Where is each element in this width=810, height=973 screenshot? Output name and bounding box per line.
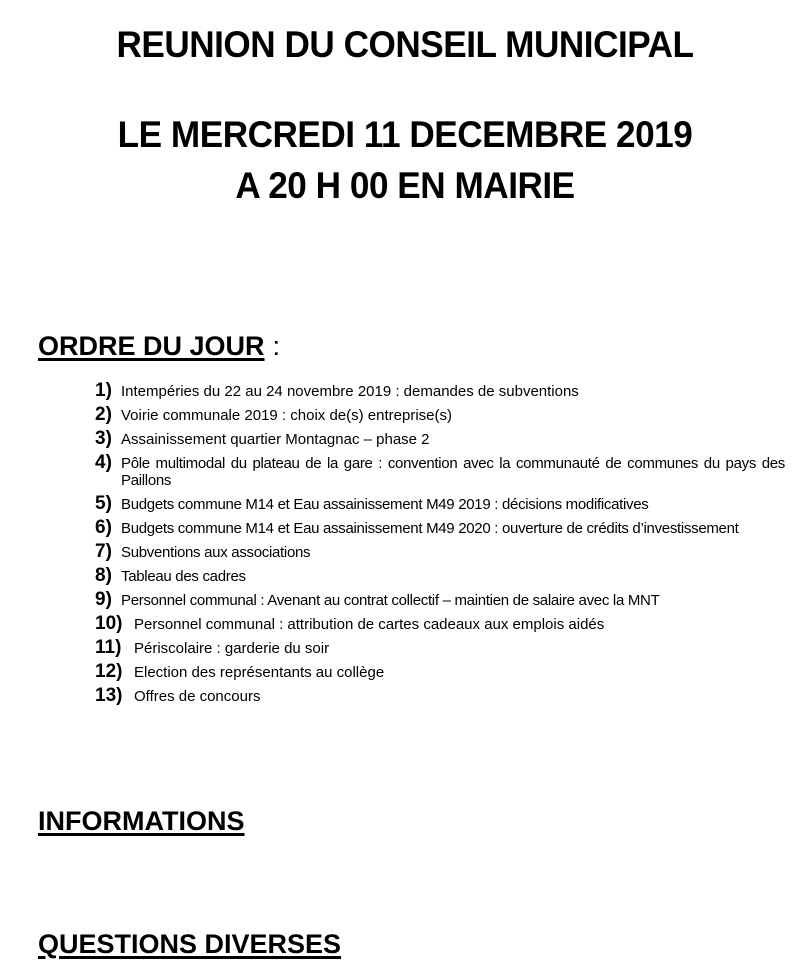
agenda-list (95, 380, 785, 709)
agenda-item-text: Assainissement quartier Montagnac – phase 2 (121, 431, 430, 448)
agenda-item-text: Election des représentants au collège (134, 664, 385, 681)
agenda-item (95, 661, 785, 685)
agenda-item-text: Intempéries du 22 au 24 novembre 2019 : demandes de subventions (121, 383, 579, 400)
agenda-item (95, 428, 785, 452)
agenda-heading-colon: : (272, 331, 281, 361)
agenda-item-text: Périscolaire : garderie du soir (134, 640, 330, 657)
agenda-item (95, 541, 785, 565)
agenda-item-number: 3) (95, 428, 112, 449)
agenda-item-text: Budgets commune M14 et Eau assainissement M49 2020 : ouverture de crédits d’investissement (121, 520, 739, 537)
agenda-item-text: Tableau des cadres (121, 568, 246, 585)
agenda-item-number: 6) (95, 517, 112, 538)
agenda-item-text: Budgets commune M14 et Eau assainissement M49 2019 : décisions modificatives (121, 496, 649, 513)
agenda-item (95, 637, 785, 661)
questions-heading (38, 931, 341, 958)
agenda-item-number: 2) (95, 404, 112, 425)
agenda-item-number: 13) (95, 685, 123, 706)
agenda-item-number: 11) (95, 637, 122, 658)
agenda-item-text: Voirie communale 2019 : choix de(s) entreprise(s) (121, 407, 452, 424)
agenda-item (95, 380, 785, 404)
agenda-item (95, 404, 785, 428)
agenda-item (95, 613, 785, 637)
agenda-item-number: 5) (95, 493, 112, 514)
agenda-item (95, 565, 785, 589)
agenda-item (95, 493, 785, 517)
agenda-item (95, 589, 785, 613)
agenda-item-text: Personnel communal : attribution de cartes cadeaux aux emplois aidés (134, 616, 605, 633)
agenda-item-number: 9) (95, 589, 112, 610)
agenda-item-number: 7) (95, 541, 112, 562)
agenda-item (95, 452, 785, 493)
agenda-item-text: Subventions aux associations (121, 544, 311, 561)
agenda-item (95, 517, 785, 541)
questions-heading-text: QUESTIONS DIVERSES (38, 929, 342, 959)
document-title: REUNION DU CONSEIL MUNICIPAL (116, 24, 694, 65)
agenda-item-text: Offres de concours (134, 688, 261, 705)
agenda-item-number: 8) (95, 565, 112, 586)
agenda-item-text: Personnel communal : Avenant au contrat collectif – maintien de salaire avec la MNT (121, 592, 660, 609)
agenda-heading-text: ORDRE DU JOUR (38, 331, 265, 361)
meeting-time-place: A 20 H 00 EN MAIRIE (235, 165, 575, 206)
meeting-date: LE MERCREDI 11 DECEMBRE 2019 (117, 114, 693, 155)
agenda-item-number: 4) (95, 452, 112, 473)
agenda-item (95, 685, 785, 709)
agenda-item-number: 10) (95, 613, 123, 634)
informations-heading-text: INFORMATIONS (38, 806, 245, 836)
agenda-item-text: Pôle multimodal du plateau de la gare : convention avec la communauté de communes du pays des Paillons (121, 455, 785, 489)
informations-heading (38, 808, 244, 835)
agenda-item-number: 1) (95, 380, 112, 401)
agenda-heading (38, 333, 280, 360)
agenda-item-number: 12) (95, 661, 123, 682)
